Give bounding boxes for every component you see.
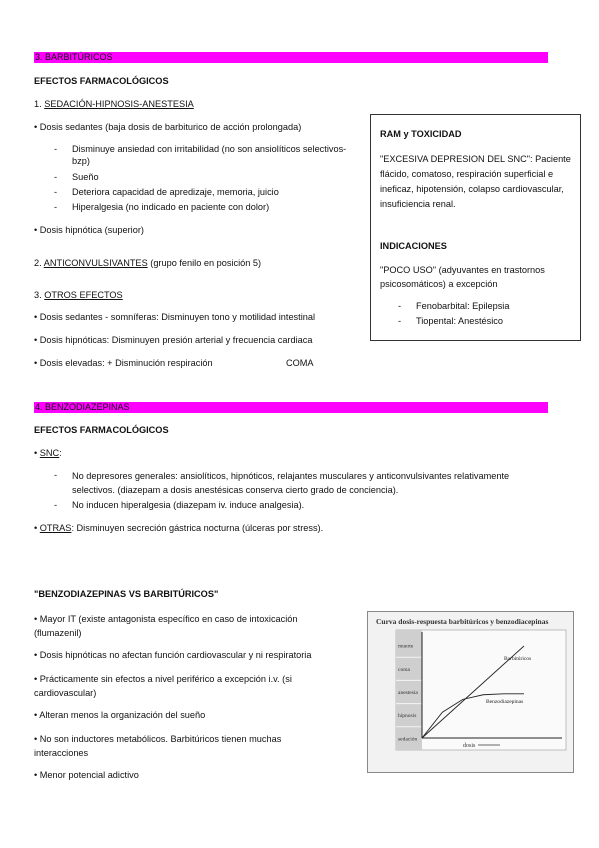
- ram-title: RAM y TOXICIDAD: [380, 129, 462, 139]
- s3-efectos-heading: EFECTOS FARMACOLÓGICOS: [34, 76, 169, 86]
- vs-bullet-cardio: • Dosis hipnóticas no afectan función cardiovascular y ni respiratoria: [34, 650, 312, 660]
- s4-snc-bullet: •: [34, 448, 40, 458]
- vs-title: "BENZODIAZEPINAS VS BARBITÚRICOS": [34, 589, 219, 599]
- s3-heading-2-rest: (grupo fenilo en posición 5): [147, 258, 262, 268]
- s3-otros-coma: COMA: [286, 358, 314, 368]
- s3-otros-elevadas: • Dosis elevadas: + Disminución respiración: [34, 358, 213, 368]
- dash-marker: -: [398, 316, 402, 326]
- indicacion-fenobarbital: Fenobarbital: Epilepsia: [416, 301, 510, 311]
- s4-snc-label: SNC: [39, 448, 60, 458]
- s3-heading-2-num: 2.: [34, 258, 42, 268]
- s3-sub-ansiedad: Disminuye ansiedad con irritabilidad (no son ansiolíticos selectivos- bzp): [72, 144, 347, 166]
- s3-heading-1-text: SEDACIÓN-HIPNOSIS-ANESTESIA: [44, 99, 194, 109]
- s4-otras: [34, 522, 323, 534]
- s3-sub-deteriora: Deteriora capacidad de apredizaje, memoria, juicio: [72, 187, 279, 197]
- s4-snc-colon: :: [59, 448, 62, 458]
- vs-bullet-it: • Mayor IT (existe antagonista específico en caso de intoxicación (flumazenil): [34, 614, 298, 638]
- dose-response-figure: [367, 611, 574, 773]
- s3-bullet-hipnotica: • Dosis hipnótica (superior): [34, 225, 144, 235]
- indicacion-tiopental: Tiopental: Anestésico: [416, 316, 503, 326]
- s3-heading-3-num: 3.: [34, 290, 42, 300]
- vs-bullet-sueno: • Alteran menos la organización del sueño: [34, 710, 206, 720]
- s3-otros-hipnoticas: • Dosis hipnóticas: Disminuyen presión arterial y frecuencia cardiaca: [34, 335, 313, 345]
- dose-response-chart: [368, 612, 573, 772]
- s3-heading-1: [34, 98, 194, 110]
- s3-heading-1-num: 1.: [34, 99, 42, 109]
- indicaciones-title: INDICACIONES: [380, 241, 447, 251]
- s3-heading-3-text: OTROS EFECTOS: [44, 290, 123, 300]
- series-label-0: Barbitúricos: [504, 656, 532, 662]
- y-level-label: sedación: [398, 736, 418, 743]
- dash-marker: -: [54, 144, 58, 154]
- y-level-label: hipnosis: [398, 713, 417, 720]
- s4-efectos-heading: EFECTOS FARMACOLÓGICOS: [34, 425, 169, 435]
- section-4-highlight-bar: [34, 402, 548, 413]
- section-3-highlight-bar: [34, 52, 548, 63]
- s4-otras-bullet: •: [34, 523, 40, 533]
- s4-otras-label: OTRAS: [39, 523, 72, 533]
- s3-heading-2-text: ANTICONVULSIVANTES: [43, 258, 148, 268]
- y-level-label: coma: [398, 666, 410, 673]
- section-3-title: 3. BARBITÚRICOS: [35, 52, 113, 62]
- series-label-1: Benzodiazepinas: [486, 698, 524, 705]
- x-axis-label: dosis: [463, 743, 476, 749]
- dash-marker: -: [54, 187, 58, 197]
- section-4-title: 4. BENZODIAZEPINAS: [35, 402, 130, 412]
- dash-marker: -: [398, 301, 402, 311]
- s4-snc-hiperalgesia: No inducen hiperalgesia (diazepam iv. induce analgesia).: [72, 500, 305, 510]
- dash-marker: -: [54, 172, 58, 182]
- vs-bullet-periferico: • Prácticamente sin efectos a nivel periférico a excepción i.v. (si cardiovascular): [34, 674, 292, 698]
- s3-sub-sueno: Sueño: [72, 172, 99, 182]
- chart-title: Curva dosis-respuesta barbitúricos y benzodiacepinas: [376, 617, 549, 626]
- y-level-label: muerte: [398, 643, 414, 650]
- s3-heading-3: [34, 289, 123, 301]
- vs-bullet-inductores: • No son inductores metabólicos. Barbitúricos tienen muchas interacciones: [34, 734, 282, 758]
- s3-otros-sedantes: • Dosis sedantes - somníferas: Disminuyen tono y motilidad intestinal: [34, 312, 316, 322]
- s3-sub-hiperalgesia: Hiperalgesia (no indicado en paciente con dolor): [72, 202, 270, 212]
- y-level-label: anestesia: [398, 690, 418, 696]
- s3-bullet-sedantes: • Dosis sedantes (baja dosis de barbiturico de acción prolongada): [34, 122, 302, 132]
- s4-snc-no-depresores: No depresores generales: ansiolíticos, hipnóticos, relajantes musculares y anticonvulsivantes relativamente selectivos. (diazepam a dosis anestésicas conserva cierto grado de conciencia).: [72, 471, 510, 495]
- dash-marker: -: [54, 202, 58, 212]
- dash-marker: -: [54, 500, 58, 510]
- vs-bullet-adictivo: • Menor potencial adictivo: [34, 770, 139, 780]
- s4-snc-heading: [34, 447, 62, 459]
- indicaciones-text: "POCO USO" (adyuvantes en trastornos psicosomáticos) a excepción: [380, 265, 545, 289]
- ram-text: "EXCESIVA DEPRESION DEL SNC": Paciente flácido, comatoso, respiración superficial e ineficaz, hipotensión, colapso cardiovascular, insuficiencia renal.: [380, 154, 571, 209]
- s4-otras-text: : Disminuyen secreción gástrica nocturna (úlceras por stress).: [71, 523, 324, 533]
- dash-marker: -: [54, 470, 58, 480]
- s3-heading-2: [34, 257, 261, 269]
